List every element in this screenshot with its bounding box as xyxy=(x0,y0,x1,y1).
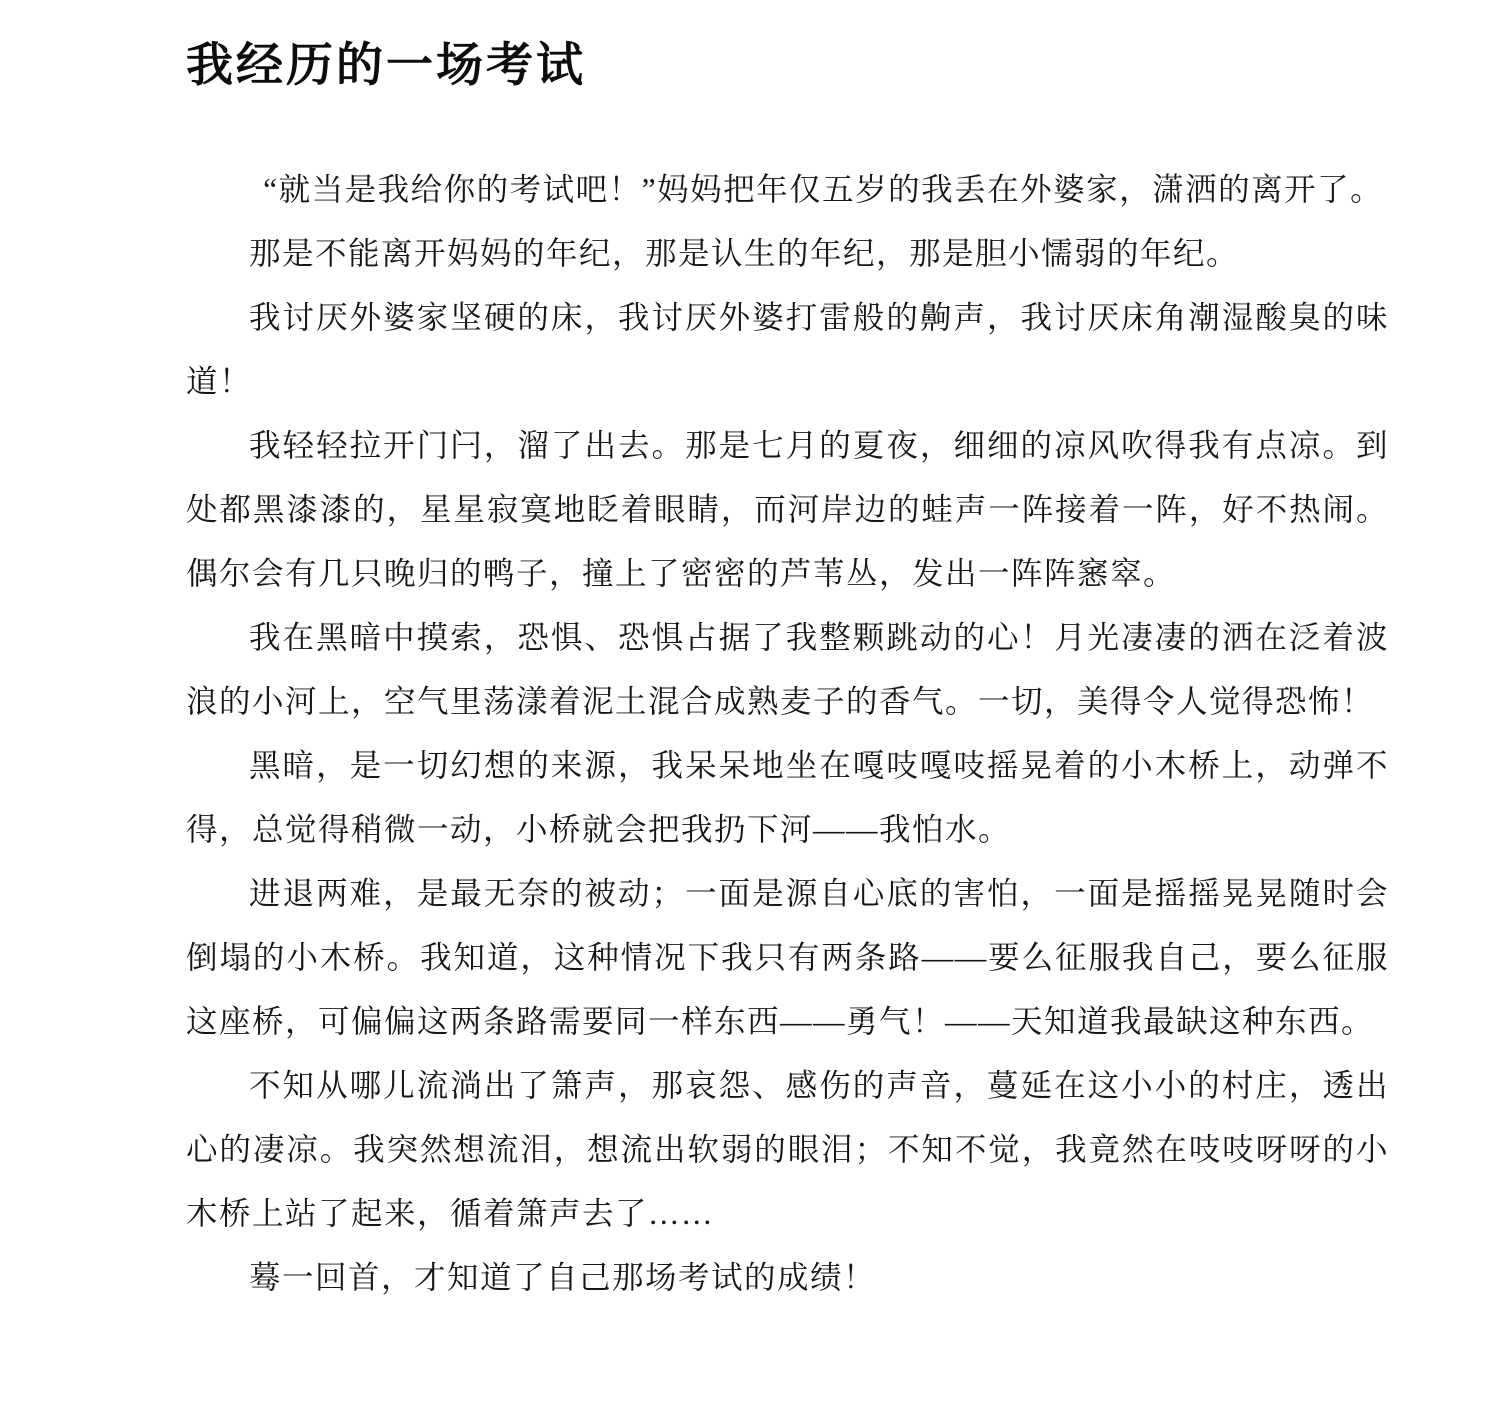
paragraph-2: 那是不能离开妈妈的年纪，那是认生的年纪，那是胆小懦弱的年纪。 xyxy=(249,236,1240,271)
page-title: 我经历的一场考试 xyxy=(186,40,586,92)
paragraph-9: 蓦一回首，才知道了自己那场考试的成绩！ xyxy=(249,1260,877,1295)
paragraph-5: 我在黑暗中摸索，恐惧、恐惧占据了我整颗跳动的心！月光凄凄的洒在泛着波浪的小河上，空气里荡漾着泥土混合成熟麦子的香气。一切，美得令人觉得恐怖！ xyxy=(186,620,1389,719)
paragraph-3: 我讨厌外婆家坚硬的床，我讨厌外婆打雷般的齁声，我讨厌床角潮湿酸臭的味道！ xyxy=(186,300,1389,399)
document-body xyxy=(186,158,1389,1310)
paragraph-1: “就当是我给你的考试吧！”妈妈把年仅五岁的我丢在外婆家，潇洒的离开了。 xyxy=(263,172,1384,207)
paragraph-7: 进退两难，是最无奈的被动；一面是源自心底的害怕，一面是摇摇晃晃随时会倒塌的小木桥。我知道，这种情况下我只有两条路——要么征服我自己，要么征服这座桥，可偏偏这两条路需要同一样东西——勇气！——天知道我最缺这种东西。 xyxy=(186,876,1389,1039)
paragraph-4: 我轻轻拉开门闩，溜了出去。那是七月的夏夜，细细的凉风吹得我有点凉。到处都黑漆漆的，星星寂寞地眨着眼睛，而河岸边的蛙声一阵接着一阵，好不热闹。偶尔会有几只晚归的鸭子，撞上了密密的芦苇丛，发出一阵阵窸窣。 xyxy=(186,428,1389,591)
paragraph-6: 黑暗，是一切幻想的来源，我呆呆地坐在嘎吱嘎吱摇晃着的小木桥上，动弹不得，总觉得稍微一动，小桥就会把我扔下河——我怕水。 xyxy=(186,748,1389,847)
paragraph-8: 不知从哪儿流淌出了箫声，那哀怨、感伤的声音，蔓延在这小小的村庄，透出心的凄凉。我突然想流泪，想流出软弱的眼泪；不知不觉，我竟然在吱吱呀呀的小木桥上站了起来，循着箫声去了…… xyxy=(186,1068,1389,1231)
